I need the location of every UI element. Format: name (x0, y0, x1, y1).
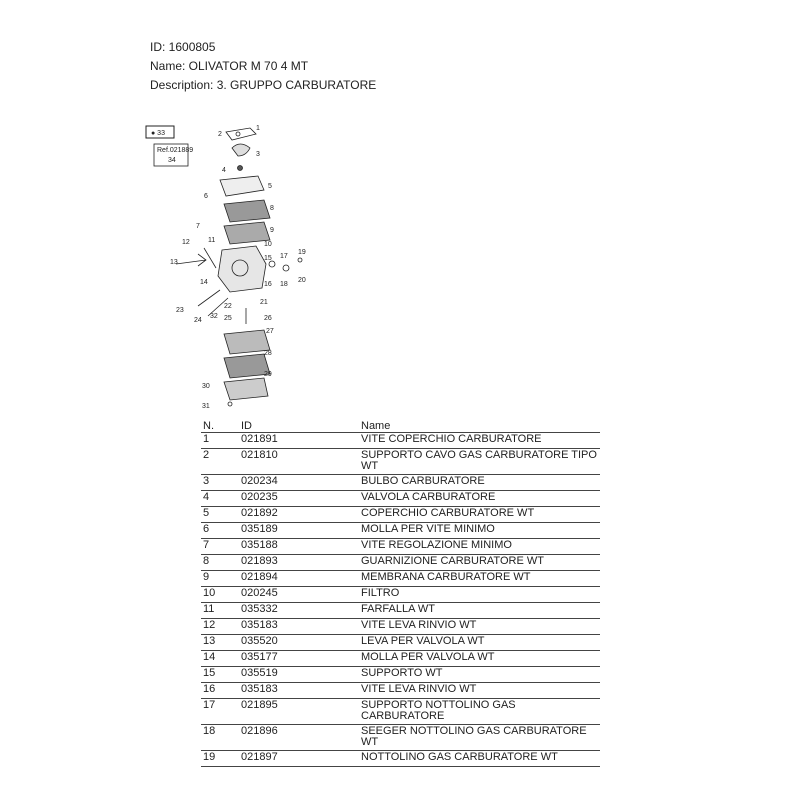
cell-id: 021892 (239, 507, 359, 523)
cell-name: MOLLA PER VALVOLA WT (359, 651, 600, 667)
callout-3: 3 (256, 151, 260, 158)
callout-30: 30 (202, 383, 210, 390)
callout-8: 8 (270, 205, 274, 212)
cell-name: SUPPORTO CAVO GAS CARBURATORE TIPO WT (359, 449, 600, 475)
cell-name: VITE REGOLAZIONE MINIMO (359, 539, 600, 555)
product-name-line: Name: OLIVATOR M 70 4 MT (150, 59, 309, 73)
cell-name: BULBO CARBURATORE (359, 475, 600, 491)
column-header-id: ID (239, 416, 359, 433)
cell-n: 19 (201, 751, 239, 767)
callout-18: 18 (280, 281, 288, 288)
table-row (201, 507, 600, 523)
cell-n: 15 (201, 667, 239, 683)
part-19-pawl (298, 258, 302, 262)
callout-24: 24 (194, 317, 202, 324)
table-row (201, 449, 600, 475)
callout-5: 5 (268, 183, 272, 190)
cell-n: 1 (201, 433, 239, 449)
table-row (201, 571, 600, 587)
description-line: Description: 3. GRUPPO CARBURATORE (150, 78, 377, 92)
cell-name: VALVOLA CARBURATORE (359, 491, 600, 507)
cell-n: 18 (201, 725, 239, 751)
callout-7: 7 (196, 223, 200, 230)
ref-box-line1: Ref.021889 (157, 147, 194, 154)
cell-n: 4 (201, 491, 239, 507)
table-row (201, 667, 600, 683)
cell-id: 021893 (239, 555, 359, 571)
callout-4: 4 (222, 167, 226, 174)
callout-25: 25 (224, 315, 232, 322)
table-row (201, 539, 600, 555)
cell-name: VITE LEVA RINVIO WT (359, 683, 600, 699)
callout-13: 13 (170, 259, 178, 266)
callout-22: 22 (224, 303, 232, 310)
cell-id: 035519 (239, 667, 359, 683)
part-8-gasket (224, 200, 270, 222)
carburetor-exploded-drawing (140, 118, 330, 414)
table-row (201, 523, 600, 539)
table-row (201, 751, 600, 767)
cell-id: 035188 (239, 539, 359, 555)
column-header-number: N. (201, 416, 239, 433)
cell-n: 6 (201, 523, 239, 539)
callout-29: 29 (264, 371, 272, 378)
table-row (201, 651, 600, 667)
callout-20: 20 (298, 277, 306, 284)
cell-n: 8 (201, 555, 239, 571)
table-row (201, 475, 600, 491)
part-31-screw (228, 402, 232, 406)
part-id-line: ID: 1600805 (150, 40, 216, 54)
callout-1: 1 (256, 125, 260, 132)
cell-name: VITE LEVA RINVIO WT (359, 619, 600, 635)
cell-id: 020234 (239, 475, 359, 491)
cell-n: 14 (201, 651, 239, 667)
column-header-name: Name (359, 416, 600, 433)
part-13-lever (176, 254, 206, 266)
table-header-row (201, 416, 600, 433)
cell-n: 17 (201, 699, 239, 725)
cell-id: 021891 (239, 433, 359, 449)
cell-id: 035520 (239, 635, 359, 651)
callout-32: 32 (210, 313, 218, 320)
callout-21: 21 (260, 299, 268, 306)
part-4-valve (238, 166, 243, 171)
ref-box-line2: 34 (168, 157, 176, 164)
table-row (201, 491, 600, 507)
parts-table (201, 416, 600, 767)
cell-name: SUPPORTO WT (359, 667, 600, 683)
cell-n: 11 (201, 603, 239, 619)
callout-16: 16 (264, 281, 272, 288)
kit-box-label: ● 33 (151, 130, 165, 137)
part-2-bracket (226, 128, 256, 140)
part-1-screw (236, 132, 240, 136)
cell-id: 021896 (239, 725, 359, 751)
exploded-view-diagram (140, 118, 330, 414)
cell-id: 035332 (239, 603, 359, 619)
cell-name: SEEGER NOTTOLINO GAS CARBURATORE WT (359, 725, 600, 751)
callout-23: 23 (176, 307, 184, 314)
cell-n: 9 (201, 571, 239, 587)
cell-name: MOLLA PER VITE MINIMO (359, 523, 600, 539)
carburetor-body (218, 246, 266, 292)
callout-15: 15 (264, 255, 272, 262)
cell-id: 021895 (239, 699, 359, 725)
table-row (201, 635, 600, 651)
cell-id: 021810 (239, 449, 359, 475)
cell-name: GUARNIZIONE CARBURATORE WT (359, 555, 600, 571)
table-row (201, 725, 600, 751)
cell-n: 10 (201, 587, 239, 603)
part-3-bulb (232, 144, 250, 156)
cell-id: 035183 (239, 683, 359, 699)
cell-name: NOTTOLINO GAS CARBURATORE WT (359, 751, 600, 767)
table-row (201, 433, 600, 449)
table-row (201, 555, 600, 571)
callout-14: 14 (200, 279, 208, 286)
cell-id: 021897 (239, 751, 359, 767)
cell-name: VITE COPERCHIO CARBURATORE (359, 433, 600, 449)
part-30-plate (224, 378, 268, 400)
callout-28: 28 (264, 350, 272, 357)
document-header (150, 38, 376, 95)
cell-n: 13 (201, 635, 239, 651)
cell-name: SUPPORTO NOTTOLINO GAS CARBURATORE (359, 699, 600, 725)
table-row (201, 603, 600, 619)
cell-name: LEVA PER VALVOLA WT (359, 635, 600, 651)
cell-n: 16 (201, 683, 239, 699)
cell-id: 020235 (239, 491, 359, 507)
table-row (201, 683, 600, 699)
callout-10: 10 (264, 241, 272, 248)
cell-name: COPERCHIO CARBURATORE WT (359, 507, 600, 523)
callout-27: 27 (266, 328, 274, 335)
cell-n: 3 (201, 475, 239, 491)
callout-26: 26 (264, 315, 272, 322)
cell-id: 021894 (239, 571, 359, 587)
part-17-support (283, 265, 289, 271)
table-row (201, 699, 600, 725)
part-5-cover (220, 176, 264, 196)
cell-id: 020245 (239, 587, 359, 603)
cell-name: FARFALLA WT (359, 603, 600, 619)
callout-2: 2 (218, 131, 222, 138)
part-11-throttle (204, 248, 216, 268)
callout-31: 31 (202, 403, 210, 410)
callout-6: 6 (204, 193, 208, 200)
cell-n: 2 (201, 449, 239, 475)
callout-17: 17 (280, 253, 288, 260)
cell-id: 035177 (239, 651, 359, 667)
cell-n: 12 (201, 619, 239, 635)
cell-id: 035183 (239, 619, 359, 635)
cell-name: FILTRO (359, 587, 600, 603)
table-row (201, 587, 600, 603)
callout-19: 19 (298, 249, 306, 256)
cell-id: 035189 (239, 523, 359, 539)
callout-11: 11 (208, 237, 216, 244)
cell-n: 5 (201, 507, 239, 523)
callout-9: 9 (270, 227, 274, 234)
cell-n: 7 (201, 539, 239, 555)
table-row (201, 619, 600, 635)
callout-12: 12 (182, 239, 190, 246)
cell-name: MEMBRANA CARBURATORE WT (359, 571, 600, 587)
